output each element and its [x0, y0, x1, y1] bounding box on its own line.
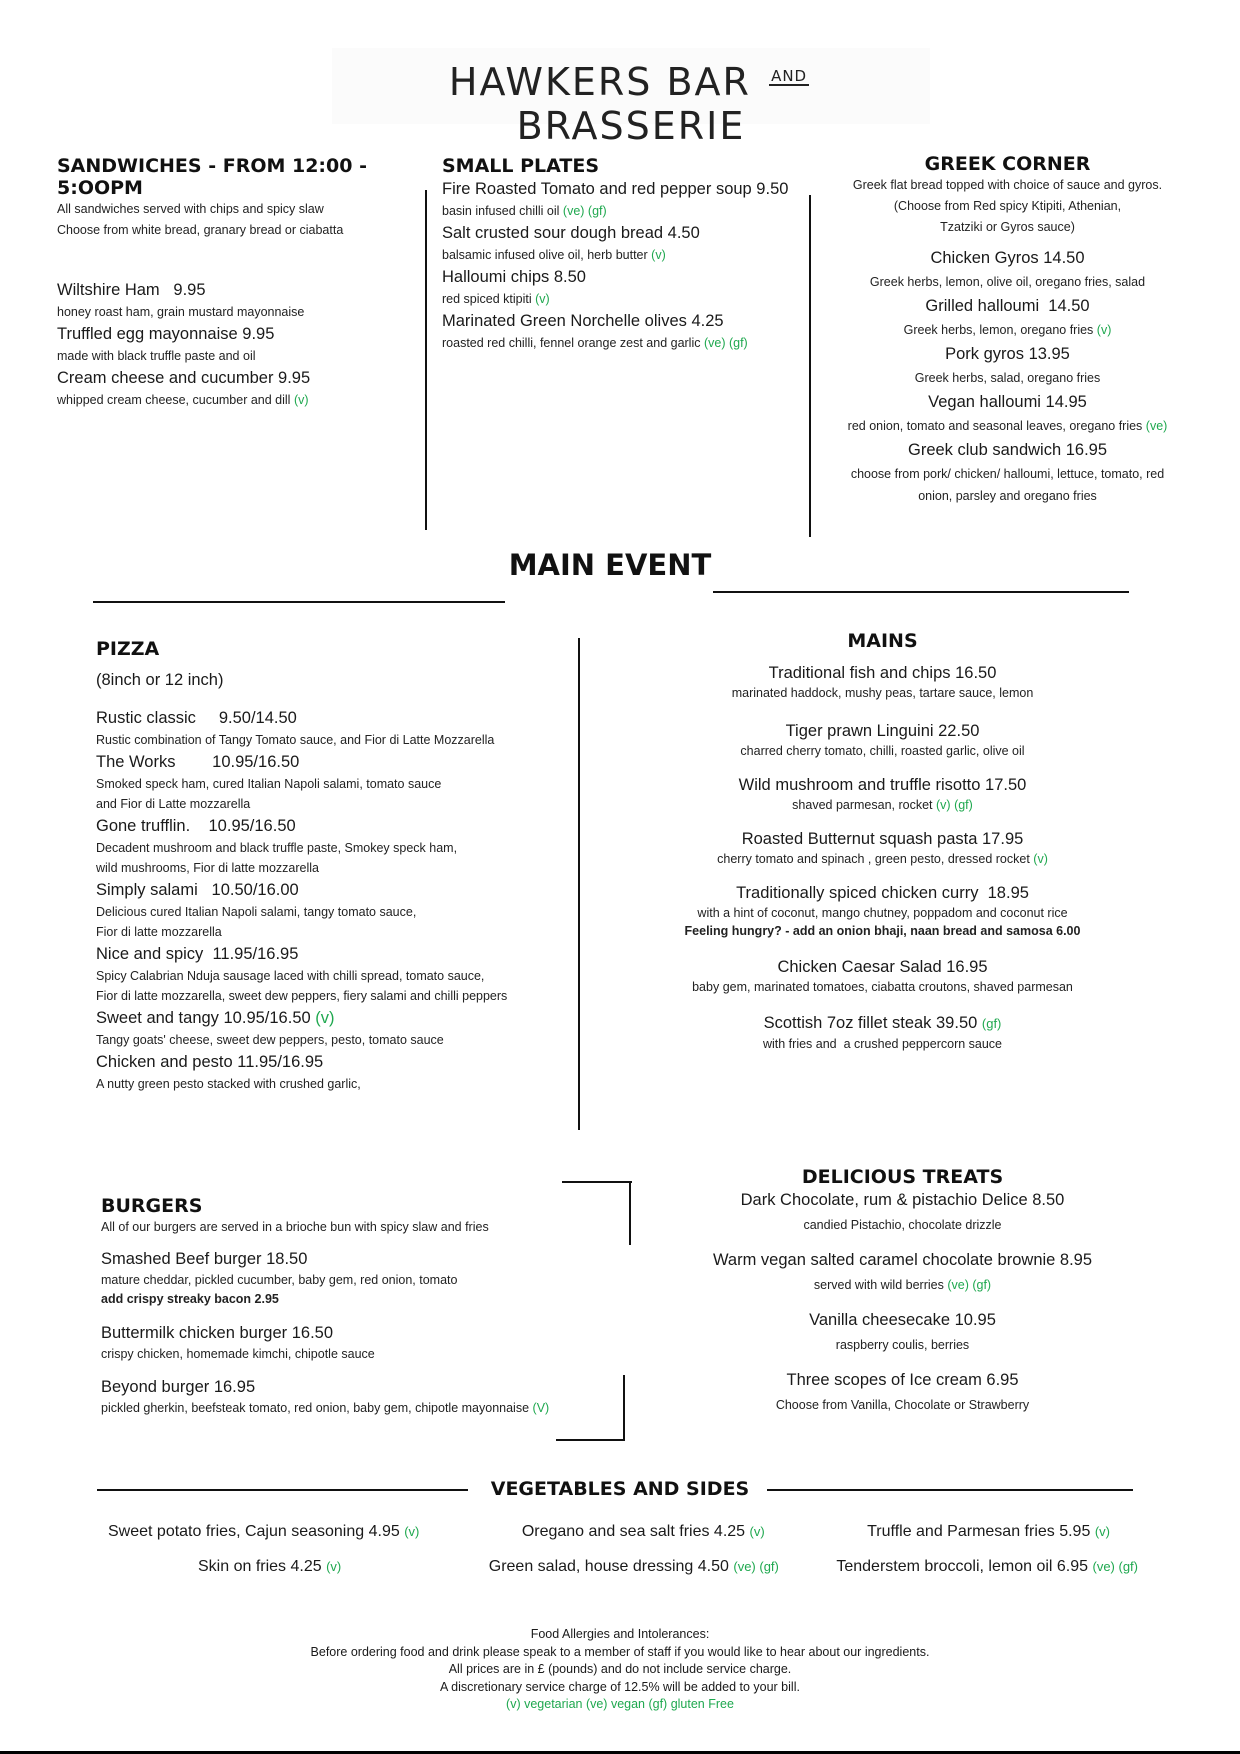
menu-item-desc: Tangy goats' cheese, sweet dew peppers, pesto, tomato sauce [96, 1033, 444, 1047]
side-item: Green salad, house dressing 4.50 (ve) (gf) [488, 1558, 779, 1575]
menu-item-desc: red spiced ktipiti (v) [442, 292, 550, 306]
restaurant-logo [332, 60, 930, 148]
menu-item-name: Traditional fish and chips 16.50 [768, 664, 997, 682]
footer-line: All prices are in £ (pounds) and do not include service charge. [448, 1662, 792, 1676]
dietary-tag: (v) [749, 1524, 765, 1539]
menu-item-desc: served with wild berries (ve) (gf) [813, 1278, 992, 1292]
menu-item-name: Smashed Beef burger 18.50 [101, 1250, 308, 1268]
menu-item-desc: Greek herbs, lemon, olive oil, oregano fries, salad [869, 275, 1146, 289]
menu-item-desc: mature cheddar, pickled cucumber, baby gem, red onion, tomato [101, 1273, 458, 1287]
menu-item-name: Simply salami 10.50/16.00 [96, 881, 299, 899]
dietary-tag: (gf) [981, 1016, 1002, 1031]
dietary-tag: (ve) (gf) [947, 1278, 992, 1292]
section-subtitle: (8inch or 12 inch) [96, 671, 224, 689]
logo-text-left: HAWKERS BAR [448, 60, 751, 104]
menu-item-name: Three scopes of Ice cream 6.95 [786, 1371, 1019, 1389]
burgers-section [101, 1195, 621, 1417]
menu-item-name: Warm vegan salted caramel chocolate brownie 8.95 [712, 1251, 1093, 1269]
menu-item-desc: charred cherry tomato, chilli, roasted garlic, olive oil [740, 744, 1025, 758]
menu-item-name: Halloumi chips 8.50 [442, 268, 586, 286]
section-note: Tzatziki or Gyros sauce) [940, 220, 1075, 234]
section-note: All of our burgers are served in a brioche bun with spicy slaw and fries [101, 1220, 489, 1234]
menu-item-desc: onion, parsley and oregano fries [918, 489, 1097, 503]
section-title: MAINS [847, 630, 918, 652]
menu-item-desc: marinated haddock, mushy peas, tartare sauce, lemon [731, 686, 1034, 700]
dietary-tag: (V) [532, 1401, 550, 1415]
heading-rule [93, 601, 505, 603]
menu-item-name: Vanilla cheesecake 10.95 [809, 1311, 996, 1329]
menu-item-name: Greek club sandwich 16.95 [907, 441, 1108, 459]
menu-item-addon: Feeling hungry? - add an onion bhaji, naan bread and samosa 6.00 [684, 924, 1081, 938]
menu-item-desc: Decadent mushroom and black truffle paste, Smokey speck ham, [96, 841, 458, 855]
dietary-tag: (v) [1094, 1524, 1110, 1539]
menu-item-name: Nice and spicy 11.95/16.95 [96, 945, 299, 963]
dietary-tag: (ve) (gf) [1092, 1559, 1138, 1574]
menu-item-name: Traditionally spiced chicken curry 18.95 [736, 884, 1029, 902]
sandwiches-section [57, 155, 417, 410]
menu-item-desc: wild mushrooms, Fior di latte mozzarella [96, 861, 319, 875]
menu-item-name: Dark Chocolate, rum & pistachio Delice 8.50 [740, 1191, 1065, 1209]
section-note: Greek flat bread topped with choice of sauce and gyros. [852, 178, 1163, 192]
menu-item-desc: Greek herbs, lemon, oregano fries (v) [903, 323, 1112, 337]
section-title: SMALL PLATES [442, 155, 600, 177]
menu-item-name: Pork gyros 13.95 [945, 345, 1070, 363]
logo-text-and: AND [771, 67, 808, 85]
bracket-rule [623, 1375, 625, 1441]
menu-item-desc: A nutty green pesto stacked with crushed garlic, [96, 1077, 361, 1091]
menu-item-name: Fire Roasted Tomato and red pepper soup 9.50 [442, 180, 789, 198]
menu-item-desc: Smoked speck ham, cured Italian Napoli salami, tomato sauce [96, 777, 442, 791]
main-event-heading [470, 548, 750, 582]
small-plates-section [442, 155, 812, 353]
menu-item-name: Scottish 7oz fillet steak 39.50 (gf) [763, 1014, 1002, 1032]
section-title: VEGETABLES AND SIDES [490, 1478, 750, 1500]
dietary-tag: (v) (gf) [936, 798, 973, 812]
dietary-tag: (v) [1033, 852, 1048, 866]
mains-section [660, 630, 1105, 1053]
menu-item-desc: Spicy Calabrian Nduja sausage laced with chilli spread, tomato sauce, [96, 969, 485, 983]
section-note: Choose from white bread, granary bread or ciabatta [57, 223, 344, 237]
dietary-tag: (v) [651, 248, 666, 262]
menu-item-desc: Greek herbs, salad, oregano fries [914, 371, 1101, 385]
menu-item-name: Truffled egg mayonnaise 9.95 [57, 325, 275, 343]
dietary-tag: (v) [404, 1524, 420, 1539]
side-item: Sweet potato fries, Cajun seasoning 4.95 (v) [108, 1523, 420, 1540]
sides-row-2 [198, 1558, 1138, 1576]
dietary-tag: (ve) (gf) [703, 336, 748, 350]
menu-item-name: Salt crusted sour dough bread 4.50 [442, 224, 700, 242]
side-item: Oregano and sea salt fries 4.25 (v) [521, 1523, 765, 1540]
section-note: (Choose from Red spicy Ktipiti, Athenian, [893, 199, 1122, 213]
menu-item-desc: Rustic combination of Tangy Tomato sauce, and Fior di Latte Mozzarella [96, 733, 495, 747]
side-item: Truffle and Parmesan fries 5.95 (v) [867, 1523, 1110, 1540]
dietary-legend: (v) vegetarian (ve) vegan (gf) gluten Free [506, 1697, 734, 1711]
menu-item-name: Chicken Caesar Salad 16.95 [777, 958, 988, 976]
menu-item-desc: red onion, tomato and seasonal leaves, oregano fries (ve) [847, 419, 1168, 433]
side-item: Skin on fries 4.25 (v) [198, 1558, 342, 1575]
menu-item-desc: honey roast ham, grain mustard mayonnaise [57, 305, 305, 319]
menu-item-name: Buttermilk chicken burger 16.50 [101, 1324, 334, 1342]
heading-rule [97, 1489, 468, 1491]
menu-item-name: Marinated Green Norchelle olives 4.25 [442, 312, 724, 330]
menu-item-desc: Fior di latte mozzarella, sweet dew peppers, fiery salami and chilli peppers [96, 989, 508, 1003]
menu-item-name: Gone trufflin. 10.95/16.50 [96, 817, 296, 835]
menu-item-name: Chicken and pesto 11.95/16.95 [96, 1053, 324, 1071]
menu-item-desc: raspberry coulis, berries [835, 1338, 970, 1352]
heading-rule [767, 1489, 1133, 1491]
menu-item-desc: cherry tomato and spinach , green pesto, dressed rocket (v) [717, 852, 1048, 866]
bracket-rule [629, 1181, 631, 1245]
pizza-section [96, 638, 576, 1094]
section-title: GREEK CORNER [924, 153, 1091, 175]
section-title: SANDWICHES - FROM 12:00 - 5:OOPM [57, 155, 367, 199]
menu-item-desc: basin infused chilli oil (ve) (gf) [442, 204, 607, 218]
greek-corner-section [820, 153, 1195, 506]
menu-item-name: Chicken Gyros 14.50 [930, 249, 1085, 267]
menu-item-desc: choose from pork/ chicken/ halloumi, lettuce, tomato, red [850, 467, 1165, 481]
dietary-tag: (v) [293, 393, 309, 407]
section-title: PIZZA [96, 638, 160, 660]
bracket-rule [556, 1439, 625, 1441]
column-divider [809, 195, 811, 537]
menu-item-name: Rustic classic 9.50/14.50 [96, 709, 297, 727]
menu-item-desc: Choose from Vanilla, Chocolate or Strawberry [775, 1398, 1030, 1412]
menu-item-desc: roasted red chilli, fennel orange zest and garlic (ve) (gf) [442, 336, 748, 350]
allergy-heading: Food Allergies and Intolerances: [530, 1627, 710, 1641]
menu-item-name: The Works 10.95/16.50 [96, 753, 300, 771]
menu-item-desc: Fior di latte mozzarella [96, 925, 222, 939]
sides-heading [470, 1478, 770, 1500]
menu-item-desc: whipped cream cheese, cucumber and dill (v) [57, 393, 309, 407]
menu-item-desc: with a hint of coconut, mango chutney, poppadom and coconut rice [697, 906, 1068, 920]
menu-item-name: Vegan halloumi 14.95 [928, 393, 1087, 411]
menu-item-desc: and Fior di Latte mozzarella [96, 797, 251, 811]
dietary-tag: (ve) [1145, 419, 1168, 433]
menu-item-name: Wiltshire Ham 9.95 [57, 281, 206, 299]
column-divider [425, 190, 427, 530]
footer-line: A discretionary service charge of 12.5% will be added to your bill. [440, 1679, 800, 1694]
menu-item-desc: with fries and a crushed peppercorn sauce [762, 1037, 1003, 1051]
side-item: Tenderstem broccoli, lemon oil 6.95 (ve) (gf) [836, 1558, 1138, 1575]
menu-item-desc: pickled gherkin, beefsteak tomato, red onion, baby gem, chipotle mayonnaise (V) [101, 1401, 550, 1415]
bracket-rule [562, 1181, 632, 1183]
menu-item-name: Tiger prawn Linguini 22.50 [785, 722, 980, 740]
menu-item-addon: add crispy streaky bacon 2.95 [101, 1292, 279, 1306]
column-divider [578, 638, 580, 1130]
section-title: BURGERS [101, 1195, 203, 1217]
menu-item-desc: candied Pistachio, chocolate drizzle [803, 1218, 1002, 1232]
menu-item-desc: shaved parmesan, rocket (v) (gf) [792, 798, 973, 812]
footer-notes [0, 1626, 1240, 1714]
section-title: DELICIOUS TREATS [801, 1166, 1004, 1188]
menu-item-name: Roasted Butternut squash pasta 17.95 [741, 830, 1024, 848]
dietary-tag: (ve) (gf) [733, 1559, 779, 1574]
menu-item-name: Beyond burger 16.95 [101, 1378, 256, 1396]
logo-text-right: BRASSERIE [516, 104, 746, 148]
dietary-tag: (v) [326, 1559, 342, 1574]
menu-item-desc: made with black truffle paste and oil [57, 349, 256, 363]
menu-item-name: Cream cheese and cucumber 9.95 [57, 369, 311, 387]
dietary-tag: (v) [315, 1009, 335, 1027]
dietary-tag: (ve) (gf) [562, 204, 607, 218]
treats-section [690, 1166, 1115, 1416]
menu-item-name: Grilled halloumi 14.50 [925, 297, 1090, 315]
section-note: All sandwiches served with chips and spicy slaw [57, 202, 324, 216]
menu-item-name: Sweet and tangy 10.95/16.50 (v) [96, 1009, 335, 1027]
section-title: MAIN EVENT [508, 548, 712, 582]
heading-rule [713, 591, 1129, 593]
dietary-tag: (v) [535, 292, 550, 306]
menu-item-desc: balsamic infused olive oil, herb butter (v) [442, 248, 666, 262]
menu-item-desc: baby gem, marinated tomatoes, ciabatta croutons, shaved parmesan [692, 980, 1073, 994]
menu-item-desc: crispy chicken, homemade kimchi, chipotle sauce [101, 1347, 375, 1361]
menu-item-desc: Delicious cured Italian Napoli salami, tangy tomato sauce, [96, 905, 417, 919]
footer-line: Before ordering food and drink please speak to a member of staff if you would like to hear about our ingredients. [310, 1644, 930, 1659]
menu-item-name: Wild mushroom and truffle risotto 17.50 [738, 776, 1027, 794]
sides-row-1 [108, 1523, 1138, 1541]
dietary-tag: (v) [1096, 323, 1112, 337]
